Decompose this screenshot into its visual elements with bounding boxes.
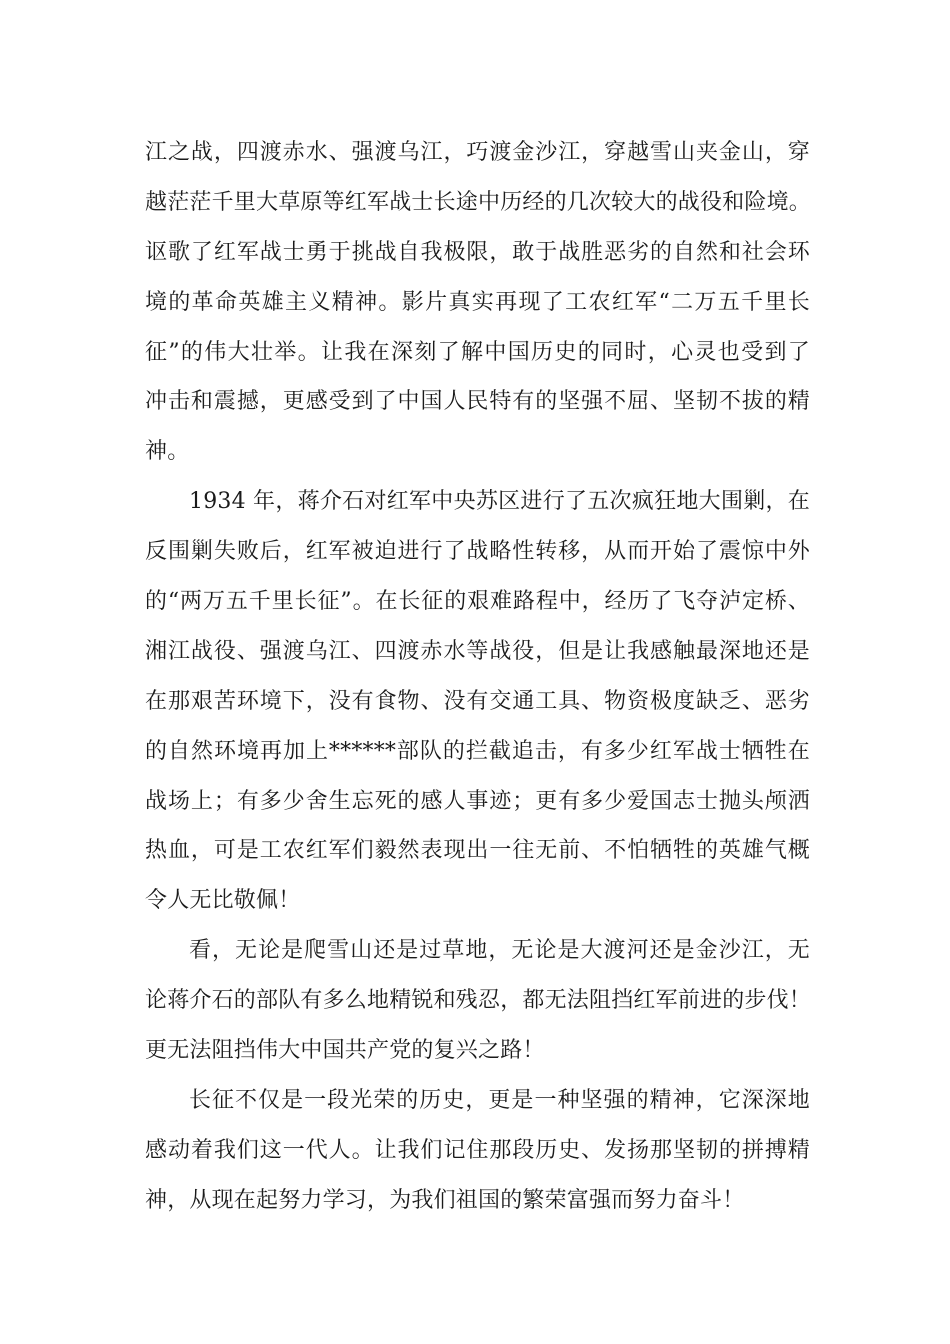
paragraph-1 [145, 128, 810, 477]
text-line: 长征不仅是一段光荣的历史，更是一种坚强的精神，它深深地 [189, 1087, 810, 1113]
text-line: 神，从现在起努力学习，为我们祖国的繁荣富强而努力奋斗！ [145, 1187, 745, 1213]
paragraph-3 [145, 926, 810, 1076]
text-line: 江之战，四渡赤水、强渡乌江，巧渡金沙江，穿越雪山夹金山，穿 [145, 140, 810, 165]
text-line: 越茫茫千里大草原等红军战士长途中历经的几次较大的战役和险境。 [145, 189, 812, 215]
paragraph-4 [145, 1076, 810, 1226]
text-line: 的“两万五千里长征”。在长征的艰难路程中，经历了飞夺泸定桥、 [145, 589, 810, 615]
text-line: 境的革命英雄主义精神。影片真实再现了工农红军“二万五千里长 [145, 289, 810, 315]
document-body [145, 128, 810, 1226]
text-line: 在那艰苦环境下，没有食物、没有交通工具、物资极度缺乏、恶劣 [145, 688, 810, 714]
text-line: 的自然环境再加上******部队的拦截追击，有多少红军战士牺牲在 [145, 738, 810, 764]
text-line: 看，无论是爬雪山还是过草地，无论是大渡河还是金沙江，无 [189, 938, 810, 964]
text-line: 反围剿失败后，红军被迫进行了战略性转移，从而开始了震惊中外 [145, 539, 810, 565]
text-line: 神。 [145, 439, 190, 465]
text-line: 令人无比敬佩！ [145, 888, 301, 914]
text-line: 征”的伟大壮举。让我在深刻了解中国历史的同时，心灵也受到了 [145, 339, 810, 365]
text-line: 热血，可是工农红军们毅然表现出一往无前、不怕牺牲的英雄气概 [145, 838, 810, 864]
text-line: 冲击和震撼，更感受到了中国人民特有的坚强不屈、坚韧不拔的精 [145, 389, 810, 415]
text-line: 感动着我们这一代人。让我们记住那段历史、发扬那坚韧的拼搏精 [145, 1137, 810, 1163]
paragraph-2 [145, 477, 810, 926]
text-line: 1934 年，蒋介石对红军中央苏区进行了五次疯狂地大围剿，在 [189, 489, 810, 515]
text-line: 讴歌了红军战士勇于挑战自我极限，敢于战胜恶劣的自然和社会环 [145, 239, 810, 265]
text-line: 更无法阻挡伟大中国共产党的复兴之路！ [145, 1038, 545, 1064]
text-line: 战场上；有多少舍生忘死的感人事迹；更有多少爱国志士抛头颅洒 [145, 788, 810, 814]
text-line: 论蒋介石的部队有多么地精锐和残忍，都无法阻挡红军前进的步伐！ [145, 988, 812, 1014]
text-line: 湘江战役、强渡乌江、四渡赤水等战役，但是让我感触最深地还是 [145, 638, 810, 664]
